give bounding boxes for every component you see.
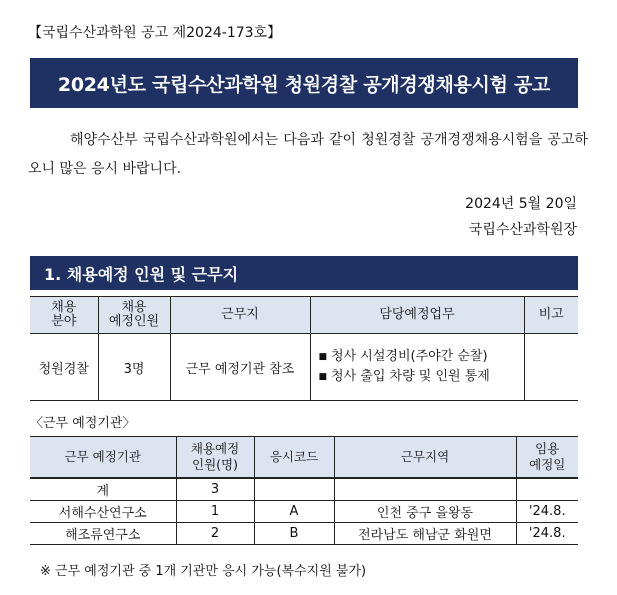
intro-paragraph bbox=[28, 126, 588, 184]
section-title: 1. 채용예정 인원 및 근무지 bbox=[44, 264, 239, 284]
header-planned-count: 채용예정 인원(명) bbox=[176, 437, 254, 479]
header-org: 근무 예정기관 bbox=[30, 437, 176, 479]
cell-region bbox=[334, 478, 516, 501]
square-bullet-icon: ■ bbox=[318, 352, 328, 362]
page-title-text: 2024년도 국립수산과학원 청원경찰 공개경쟁채용시험 공고 bbox=[57, 73, 551, 96]
cell-remarks bbox=[524, 334, 578, 401]
cell-org: 해조류연구소 bbox=[30, 523, 176, 545]
header-count: 채용 예정인원 bbox=[98, 297, 170, 334]
footnote: ※ 근무 예정기관 중 1개 기관만 응시 가능(복수지원 불가) bbox=[40, 564, 367, 579]
header-field: 채용 분야 bbox=[30, 297, 98, 334]
header-remarks: 비고 bbox=[524, 297, 578, 334]
table-row bbox=[30, 523, 578, 545]
duty-item: ■ 청사 시설경비(주야간 순찰) bbox=[318, 349, 488, 364]
cell-code bbox=[254, 478, 334, 501]
page-title bbox=[30, 58, 578, 108]
table-row bbox=[30, 478, 578, 501]
cell-date bbox=[516, 478, 578, 501]
cell-count: 3 bbox=[176, 478, 254, 501]
cell-code: B bbox=[254, 523, 334, 545]
cell-code: A bbox=[254, 501, 334, 523]
header-duties: 담당예정업무 bbox=[310, 297, 524, 334]
sub-caption: 〈근무 예정기관〉 bbox=[30, 416, 136, 431]
cell-region: 인천 중구 을왕동 bbox=[334, 501, 516, 523]
workplace-table bbox=[30, 436, 578, 545]
cell-count: 2 bbox=[176, 523, 254, 545]
table-header-row bbox=[30, 437, 578, 479]
intro-text: 해양수산부 국립수산과학원에서는 다음과 같이 청원경찰 공개경쟁채용시험을 공고하오니 많은 응시 바랍니다. bbox=[28, 132, 588, 177]
table-row bbox=[30, 501, 578, 523]
cell-date: '24.8. bbox=[516, 501, 578, 523]
cell-workplace: 근무 예정기관 참조 bbox=[170, 334, 310, 401]
cell-duties bbox=[310, 334, 524, 401]
cell-count: 1 bbox=[176, 501, 254, 523]
duty-item: ■ 청사 출입 차량 및 인원 통제 bbox=[318, 369, 490, 384]
cell-org: 계 bbox=[30, 478, 176, 501]
cell-count: 3명 bbox=[98, 334, 170, 401]
header-region: 근무지역 bbox=[334, 437, 516, 479]
cell-region: 전라남도 해남군 화원면 bbox=[334, 523, 516, 545]
table-row bbox=[30, 334, 578, 401]
header-code: 응시코드 bbox=[254, 437, 334, 479]
cell-field: 청원경찰 bbox=[30, 334, 98, 401]
square-bullet-icon: ■ bbox=[318, 372, 328, 382]
notice-date: 2024년 5월 20일 bbox=[465, 196, 577, 212]
header-workplace: 근무지 bbox=[170, 297, 310, 334]
signer: 국립수산과학원장 bbox=[468, 222, 577, 238]
cell-date: '24.8. bbox=[516, 523, 578, 545]
header-appoint-date: 임용 예정일 bbox=[516, 437, 578, 479]
notice-number: 【국립수산과학원 공고 제2024-173호】 bbox=[28, 25, 282, 41]
cell-org: 서해수산연구소 bbox=[30, 501, 176, 523]
table-header-row bbox=[30, 297, 578, 334]
recruitment-table bbox=[30, 296, 578, 401]
section-title-bar bbox=[30, 256, 578, 290]
